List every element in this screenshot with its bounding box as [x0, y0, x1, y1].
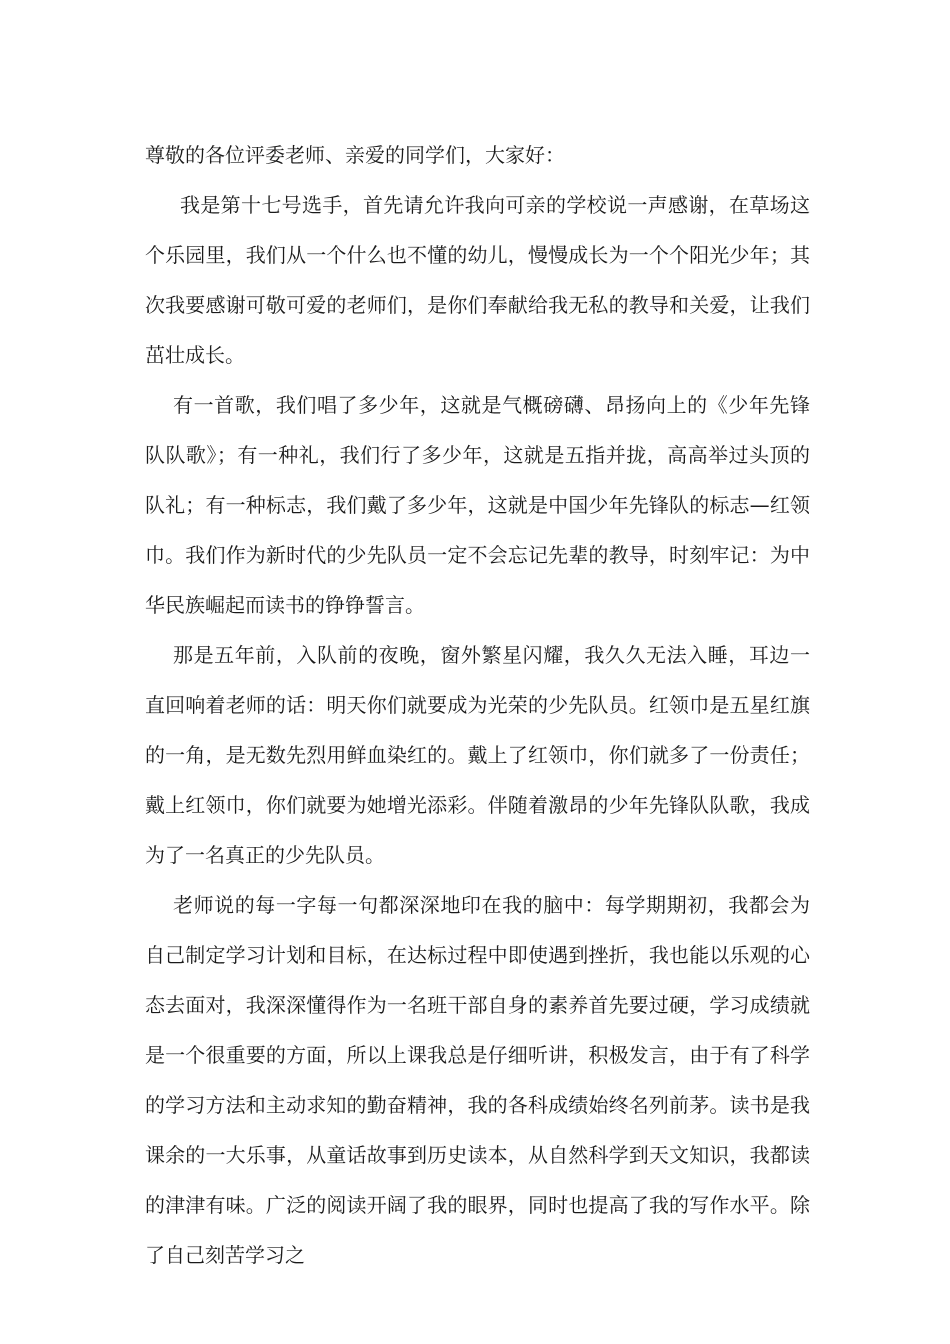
paragraph-1: 我是第十七号选手，首先请允许我向可亲的学校说一声感谢，在草场这个乐园里，我们从一个什么也不懂的幼儿，慢慢成长为一个个阳光少年；其次我要感谢可敬可爱的老师们，是你们奉献给我无私的教导和关爱，让我们茁壮成长。	[145, 193, 810, 367]
paragraph-4: 老师说的每一字每一句都深深地印在我的脑中：每学期期初，我都会为自己制定学习计划和目标，在达标过程中即使遇到挫折，我也能以乐观的心态去面对，我深深懂得作为一名班干部自身的素养首先要过硬，学习成绩就是一个很重要的方面，所以上课我总是仔细听讲，积极发言，由于有了科学的学习方法和主动求知的勤奋精神，我的各科成绩始终名列前茅。读书是我课余的一大乐事，从童话故事到历史读本，从自然科学到天文知识，我都读的津津有味。广泛的阅读开阔了我的眼界，同时也提高了我的写作水平。除了自己刻苦学习之	[145, 893, 810, 1267]
salutation: 尊敬的各位评委老师、亲爱的同学们，大家好：	[145, 143, 565, 167]
paragraph-3: 那是五年前，入队前的夜晚，窗外繁星闪耀，我久久无法入睡，耳边一直回响着老师的话：明天你们就要成为光荣的少先队员。红领巾是五星红旗的一角，是无数先烈用鲜血染红的。戴上了红领巾，你们就多了一份责任；戴上红领巾，你们就要为她增光添彩。伴随着激昂的少年先锋队队歌，我成为了一名真正的少先队员。	[145, 643, 810, 867]
paragraph-2: 有一首歌，我们唱了多少年，这就是气概磅礴、昂扬向上的《少年先锋队队歌》；有一种礼，我们行了多少年，这就是五指并拢，高高举过头顶的队礼；有一种标志，我们戴了多少年，这就是中国少年先锋队的标志—红领巾。我们作为新时代的少先队员一定不会忘记先辈的教导，时刻牢记：为中华民族崛起而读书的铮铮誓言。	[145, 393, 810, 617]
speech-body	[145, 130, 810, 1280]
